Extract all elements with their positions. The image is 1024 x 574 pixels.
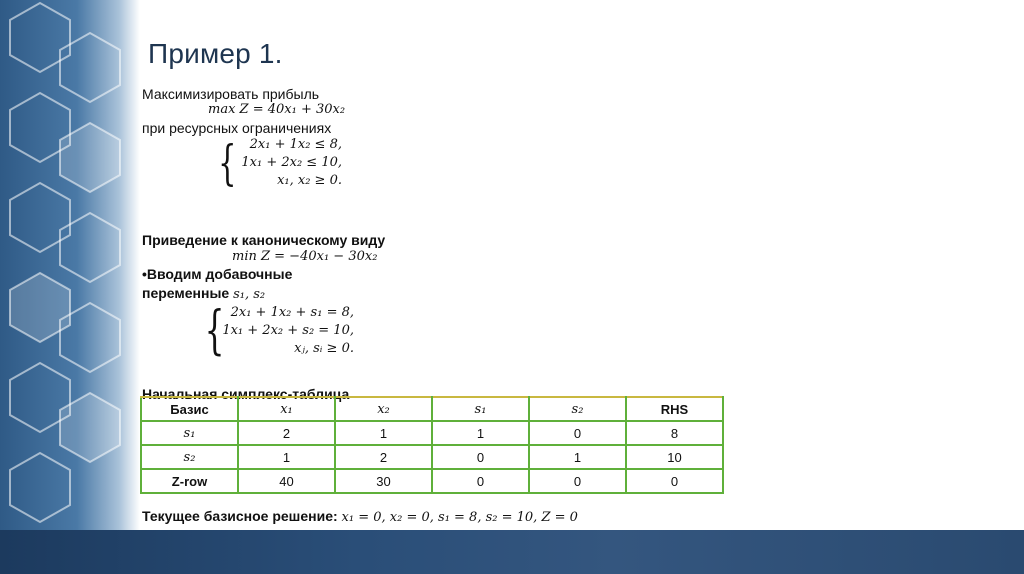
hexagon-pattern-decoration — [0, 0, 140, 574]
constraint-line: x₁, x₂ ≥ 0. — [277, 173, 342, 188]
table-cell: 0 — [626, 469, 723, 493]
table-cell: 40 — [238, 469, 335, 493]
table-row — [141, 469, 723, 493]
column-header: x₁ — [238, 397, 335, 421]
slack-intro: •Вводим добавочные — [142, 266, 293, 282]
table-cell: 0 — [432, 469, 529, 493]
current-solution — [142, 508, 578, 525]
table-cell: 2 — [238, 421, 335, 445]
table-cell: 0 — [529, 421, 626, 445]
table-cell: 1 — [432, 421, 529, 445]
column-header: RHS — [626, 397, 723, 421]
table-row — [141, 445, 723, 469]
simplex-table — [140, 396, 724, 494]
table-cell: 0 — [432, 445, 529, 469]
basis-cell: s₂ — [141, 445, 238, 469]
column-header: x₂ — [335, 397, 432, 421]
canonical-objective-formula: min Z = −40x₁ − 30x₂ — [232, 249, 378, 264]
table-header-row — [141, 397, 723, 421]
constraint-line: 1x₁ + 2x₂ + s₂ = 10, — [222, 323, 354, 338]
basis-cell: Z-row — [141, 469, 238, 493]
slack-label: переменные — [142, 285, 230, 301]
problem-label: Максимизировать прибыль — [142, 86, 320, 102]
solution-label: Текущее базисное решение: — [142, 508, 338, 524]
table-cell: 1 — [529, 445, 626, 469]
table-row — [141, 421, 723, 445]
constraints-label: при ресурсных ограничениях — [142, 120, 332, 136]
constraint-line: 2x₁ + 1x₂ ≤ 8, — [249, 137, 342, 152]
objective-formula: max Z = 40x₁ + 30x₂ — [208, 102, 346, 117]
table-cell: 0 — [529, 469, 626, 493]
basis-cell: s₁ — [141, 421, 238, 445]
constraint-system — [232, 136, 342, 190]
canonical-heading: Приведение к каноническому виду — [142, 232, 386, 248]
slack-intro-continued — [142, 285, 265, 302]
table-cell: 8 — [626, 421, 723, 445]
solution-formula: x₁ = 0, x₂ = 0, s₁ = 8, s₂ = 10, Z = 0 — [341, 510, 578, 525]
constraint-line: 2x₁ + 1x₂ + s₁ = 8, — [230, 305, 354, 320]
table-caption: Начальная симплекс-таблица — [142, 386, 350, 402]
canonical-constraint-system — [212, 304, 354, 358]
table-cell: 1 — [335, 421, 432, 445]
constraint-line: 1x₁ + 2x₂ ≤ 10, — [241, 155, 342, 170]
table-cell: 10 — [626, 445, 723, 469]
table-cell: 2 — [335, 445, 432, 469]
table-cell: 30 — [335, 469, 432, 493]
column-header: s₂ — [529, 397, 626, 421]
footer-bar — [0, 530, 1024, 574]
constraint-line: xⱼ, sᵢ ≥ 0. — [294, 341, 354, 356]
left-brace-symbol: { — [218, 135, 237, 191]
column-header: Базис — [141, 397, 238, 421]
table-cell: 1 — [238, 445, 335, 469]
slide-title: Пример 1. — [148, 38, 283, 69]
slack-vars: s₁, s₂ — [233, 287, 266, 302]
column-header: s₁ — [432, 397, 529, 421]
left-brace-symbol: { — [204, 301, 225, 361]
